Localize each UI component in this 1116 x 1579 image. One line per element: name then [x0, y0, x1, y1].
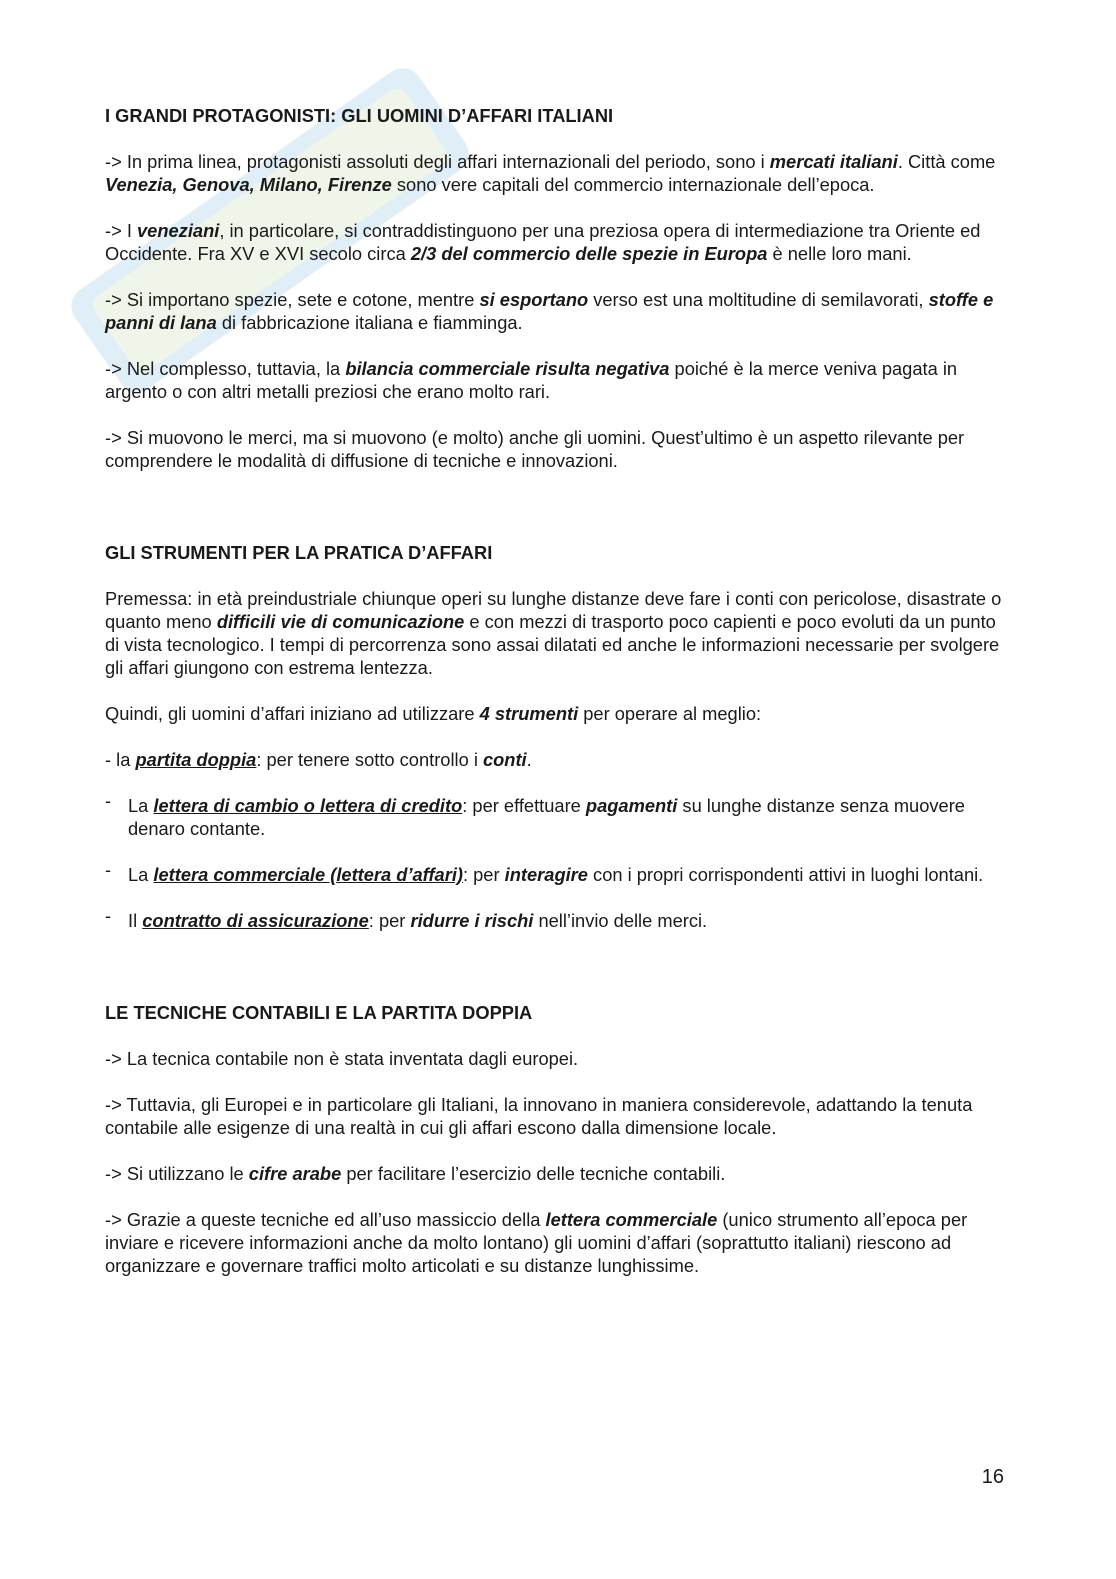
emphasis-text: lettera commerciale (lettera d’affari)	[153, 864, 463, 885]
text-run: : per effettuare	[462, 795, 586, 816]
dash-bullet-icon: -	[105, 859, 112, 880]
dash-bullet-icon: -	[105, 905, 112, 926]
document-body	[105, 104, 1010, 1300]
paragraph	[105, 426, 1010, 472]
emphasis-text: cifre arabe	[248, 1163, 342, 1184]
emphasis-text: pagamenti	[585, 795, 678, 816]
sections-container	[105, 104, 1010, 1277]
list-item	[105, 790, 1010, 840]
text-run: sono vere capitali del commercio internazionale dell’epoca.	[391, 174, 875, 195]
list-item	[105, 905, 1010, 932]
emphasis-text: stoffe e panni di lana	[105, 289, 994, 333]
paragraph	[105, 1047, 1010, 1070]
paragraph	[105, 1162, 1010, 1185]
text-run: -> Nel complesso, tuttavia, la	[105, 358, 346, 379]
list-item	[105, 859, 1010, 886]
text-run: con i propri corrispondenti attivi in luoghi lontani.	[587, 864, 984, 885]
paragraph	[105, 748, 1010, 771]
section-spacer	[105, 495, 1010, 541]
text-run: La	[128, 795, 154, 816]
section-spacer	[105, 955, 1010, 1001]
emphasis-text: conti	[482, 749, 527, 770]
emphasis-text: interagire	[504, 864, 588, 885]
paragraph	[105, 587, 1010, 679]
emphasis-text: si esportano	[479, 289, 589, 310]
text-run: Il	[128, 910, 143, 931]
text-run: è nelle loro mani.	[767, 243, 912, 264]
text-run: : per tenere sotto controllo i	[256, 749, 483, 770]
text-run: e con mezzi di trasporto poco capienti e poco evoluti da un punto di vista tecnologico. I tempi di percorrenza sono assai dilatati ed anche le informazioni necessarie per svolgere gli affari giungono con estrema lentezza.	[105, 611, 1000, 678]
text-run: su lunghe distanze senza muovere denaro contante.	[128, 795, 965, 839]
text-run: Premessa: in età preindustriale chiunque operi su lunghe distanze deve fare i conti con pericolose, disastrate o quanto meno	[105, 588, 1002, 632]
emphasis-text: 4 strumenti	[479, 703, 579, 724]
emphasis-text: ridurre i rischi	[410, 910, 534, 931]
emphasis-text: lettera commerciale	[545, 1209, 718, 1230]
emphasis-text: contratto di assicurazione	[142, 910, 369, 931]
text-run: -> La tecnica contabile non è stata inventata dagli europei.	[105, 1048, 579, 1069]
text-run: -> Grazie a queste tecniche ed all’uso massiccio della	[105, 1209, 546, 1230]
text-run: -> I	[105, 220, 138, 241]
emphasis-text: bilancia commerciale risulta negativa	[345, 358, 670, 379]
text-run: : per	[368, 910, 411, 931]
paragraph	[105, 219, 1010, 265]
emphasis-text: 2/3 del commercio delle spezie in Europa	[410, 243, 768, 264]
emphasis-text: partita doppia	[135, 749, 257, 770]
section-title: I GRANDI PROTAGONISTI: GLI UOMINI D’AFFARI ITALIANI	[105, 105, 614, 126]
dash-bullet-icon: -	[105, 790, 112, 811]
text-run: La	[128, 864, 154, 885]
text-run: -> Si utilizzano le	[105, 1163, 249, 1184]
emphasis-text: mercati italiani	[769, 151, 898, 172]
text-run: . Città come	[897, 151, 996, 172]
text-run: per operare al meglio:	[578, 703, 762, 724]
text-run: -> Tuttavia, gli Europei e in particolare gli Italiani, la innovano in maniera considerevole, adattando la tenuta contabile alle esigenze di una realtà in cui gli affari escono dalla dimensione locale.	[105, 1094, 973, 1138]
text-run: nell’invio delle merci.	[533, 910, 708, 931]
text-run: -> In prima linea, protagonisti assoluti degli affari internazionali del periodo, sono i	[105, 151, 770, 172]
emphasis-text: difficili vie di comunicazione	[216, 611, 465, 632]
text-run: poiché è la merce veniva pagata in argento o con altri metalli preziosi che erano molto rari.	[105, 358, 958, 402]
paragraph	[105, 1093, 1010, 1139]
text-run: , in particolare, si contraddistinguono per una preziosa opera di intermediazione tra Oriente ed Occidente. Fra XV e XVI secolo circa	[105, 220, 981, 264]
paragraph	[105, 357, 1010, 403]
paragraph	[105, 288, 1010, 334]
paragraph	[105, 150, 1010, 196]
text-run: .	[526, 749, 532, 770]
emphasis-text: veneziani	[137, 220, 220, 241]
text-run: - la	[105, 749, 136, 770]
text-run: per facilitare l’esercizio delle tecniche contabili.	[341, 1163, 726, 1184]
emphasis-text: Venezia, Genova, Milano, Firenze	[105, 174, 392, 195]
emphasis-text: lettera di cambio o lettera di credito	[153, 795, 463, 816]
text-run: Quindi, gli uomini d’affari iniziano ad utilizzare	[105, 703, 480, 724]
text-run: di fabbricazione italiana e fiamminga.	[216, 312, 523, 333]
paragraph	[105, 1208, 1010, 1277]
text-run: -> Si muovono le merci, ma si muovono (e molto) anche gli uomini. Quest’ultimo è un aspetto rilevante per comprendere le modalità di diffusione di tecniche e innovazioni.	[105, 427, 965, 471]
text-run: -> Si importano spezie, sete e cotone, mentre	[105, 289, 480, 310]
paragraph	[105, 702, 1010, 725]
text-run: (unico strumento all’epoca per inviare e ricevere informazioni anche da molto lontano) gli uomini d’affari (soprattutto italiani) riescono ad organizzare e governare traffici molto articolati e su distanze lunghissime.	[105, 1209, 968, 1276]
text-run: verso est una moltitudine di semilavorati,	[588, 289, 929, 310]
text-run: : per	[462, 864, 505, 885]
section-title: LE TECNICHE CONTABILI E LA PARTITA DOPPIA	[105, 1002, 533, 1023]
section-title: GLI STRUMENTI PER LA PRATICA D’AFFARI	[105, 542, 493, 563]
page-number: 16	[981, 1466, 1004, 1488]
